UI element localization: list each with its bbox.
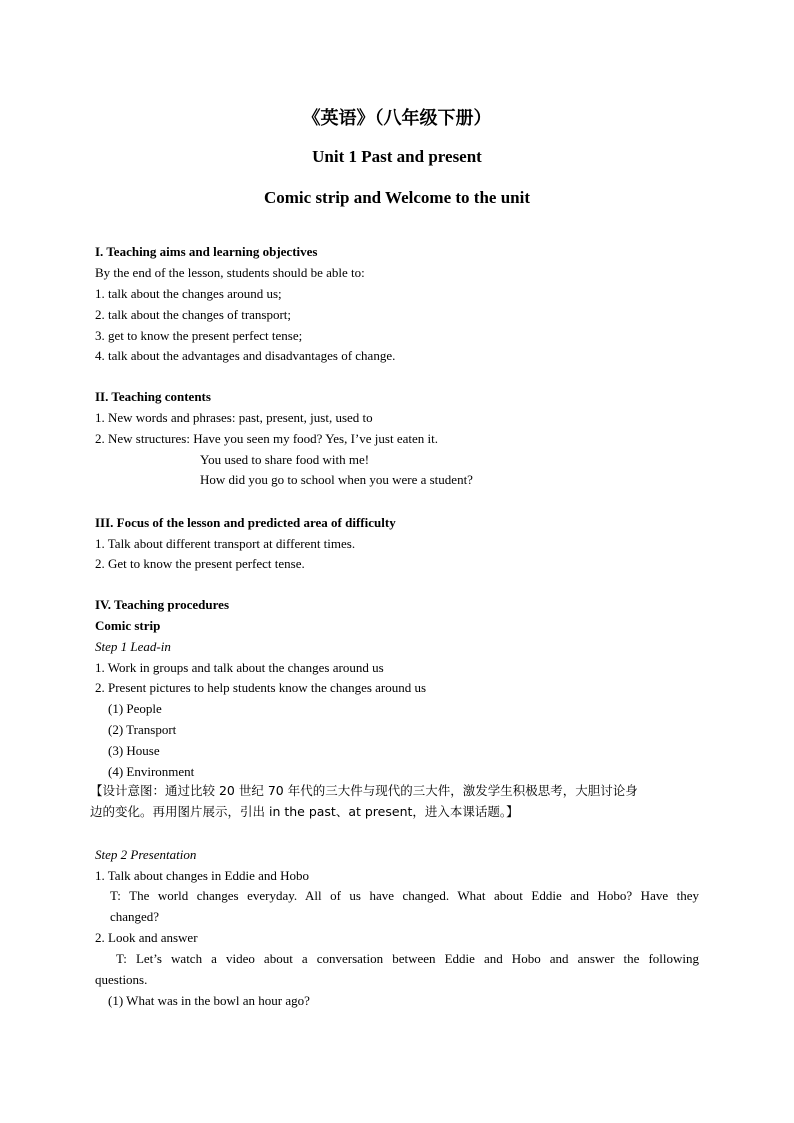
list-item: 2. Present pictures to help students know the changes around us [95, 680, 427, 695]
teacher-line-continuation: changed? [110, 909, 160, 924]
list-item: 4. talk about the advantages and disadvantages of change. [95, 348, 396, 363]
list-item-continuation: You used to share food with me! [200, 452, 370, 467]
section-1-intro: By the end of the lesson, students should be able to: [95, 265, 365, 280]
design-note-line-1: 【设计意图：通过比较 20 世纪 70 年代的三大件与现代的三大件，激发学生积极思考，大胆讨论身 [90, 783, 638, 798]
lesson-title: Comic strip and Welcome to the unit [263, 188, 530, 207]
list-item: 3. get to know the present perfect tense; [95, 328, 303, 343]
list-item: 2. Get to know the present perfect tense. [95, 556, 305, 571]
list-item: 2. talk about the changes of transport; [95, 307, 292, 322]
step-2-title: Step 2 Presentation [95, 847, 197, 862]
section-4-heading: IV. Teaching procedures [95, 597, 230, 612]
book-title: 《英语》（八年级下册） [302, 108, 492, 129]
sub-list-item: (2) Transport [108, 722, 177, 737]
list-item: 1. talk about the changes around us; [95, 286, 282, 301]
list-item-continuation: How did you go to school when you were a student? [200, 472, 473, 487]
list-item: 2. Look and answer [95, 930, 198, 945]
design-note-line-2: 边的变化。再用图片展示，引出 in the past、at present，进入本课话题。】 [90, 804, 519, 819]
sub-list-item: (1) People [108, 701, 162, 716]
list-item: 1. New words and phrases: past, present, just, used to [95, 410, 373, 425]
step-1-title: Step 1 Lead-in [95, 639, 171, 654]
teacher-line-continuation: questions. [95, 972, 148, 987]
list-item: 1. Talk about changes in Eddie and Hobo [95, 868, 310, 883]
section-4-subheading: Comic strip [95, 618, 161, 633]
section-2-heading: II. Teaching contents [95, 389, 211, 404]
teacher-line: T: Let’s watch a video about a conversation between Eddie and Hobo and answer the following [116, 951, 699, 966]
unit-title: Unit 1 Past and present [312, 147, 482, 166]
list-item: 1. Talk about different transport at different times. [95, 536, 356, 551]
list-item: 1. Work in groups and talk about the changes around us [95, 660, 384, 675]
list-item: 2. New structures: Have you seen my food? Yes, I’ve just eaten it. [95, 431, 438, 446]
section-1-heading: I. Teaching aims and learning objectives [95, 244, 318, 259]
teacher-line: T: The world changes everyday. All of us have changed. What about Eddie and Hobo? Have they [110, 888, 699, 903]
sub-list-item: (4) Environment [108, 764, 195, 779]
sub-list-item: (3) House [108, 743, 160, 758]
section-3-heading: III. Focus of the lesson and predicted area of difficulty [95, 515, 396, 530]
question-item: (1) What was in the bowl an hour ago? [108, 993, 310, 1008]
